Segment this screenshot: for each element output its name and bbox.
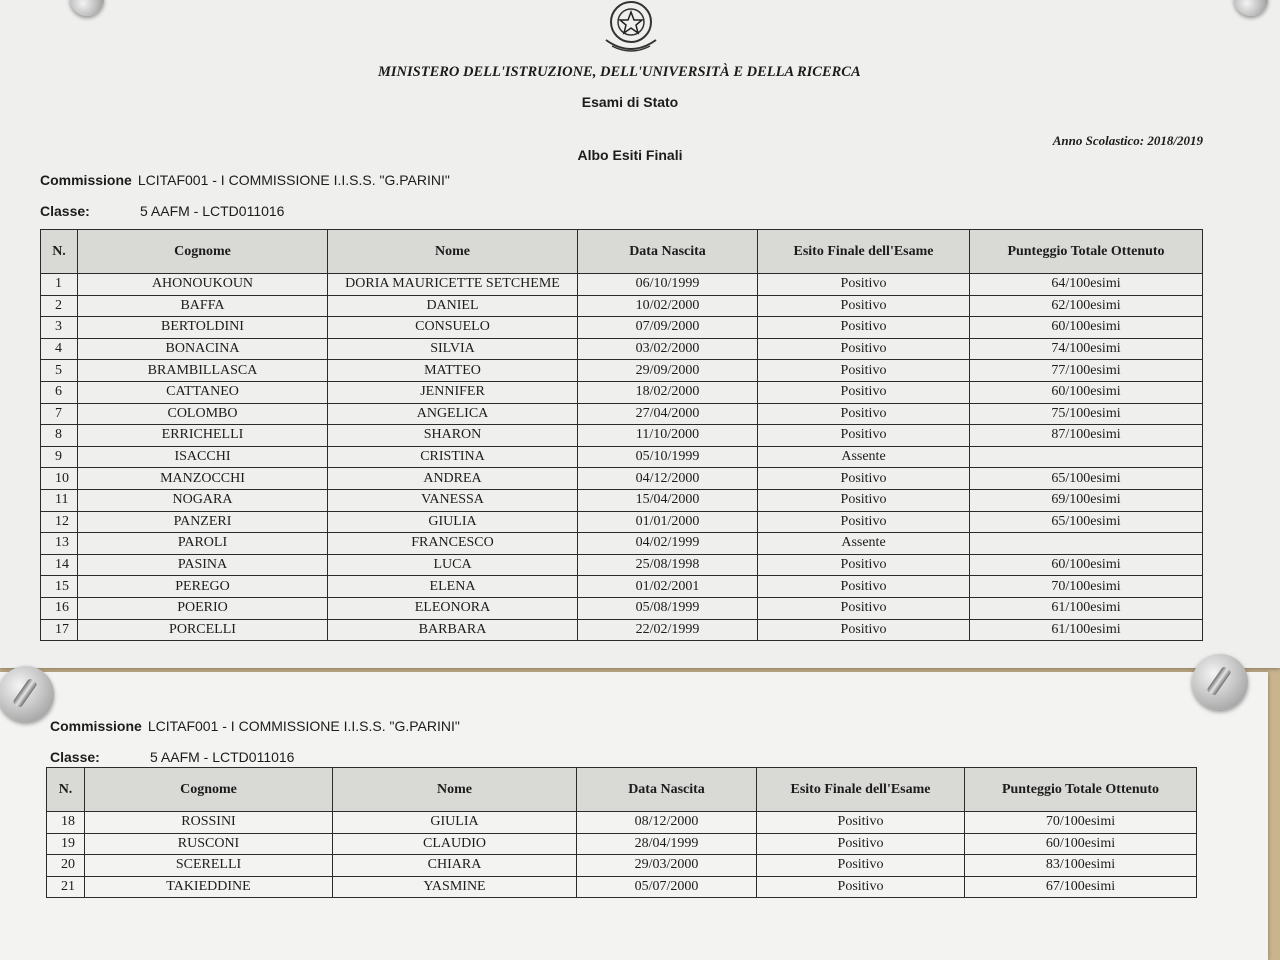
punteggio-cell — [970, 533, 1203, 555]
esito-cell: Positivo — [758, 360, 970, 382]
commissione-line — [40, 172, 450, 188]
nome-cell: BARBARA — [328, 619, 578, 641]
commissione-value: LCITAF001 - I COMMISSIONE I.I.S.S. "G.PARINI" — [137, 172, 450, 188]
pushpin-icon — [0, 666, 54, 722]
cognome-cell: NOGARA — [78, 489, 328, 511]
esito-cell: Positivo — [757, 876, 965, 898]
row-number: 20 — [47, 855, 85, 877]
nome-cell: SILVIA — [328, 338, 578, 360]
table-row — [41, 619, 1203, 641]
data-nascita-cell: 22/02/1999 — [578, 619, 758, 641]
punteggio-cell: 75/100esimi — [970, 403, 1203, 425]
table-header-row — [41, 230, 1203, 274]
data-nascita-cell: 28/04/1999 — [577, 833, 757, 855]
results-table — [46, 767, 1197, 898]
esito-cell: Positivo — [758, 338, 970, 360]
nome-cell: MATTEO — [328, 360, 578, 382]
punteggio-cell: 69/100esimi — [970, 489, 1203, 511]
cognome-cell: ISACCHI — [78, 446, 328, 468]
cognome-cell: BAFFA — [78, 295, 328, 317]
cognome-cell: TAKIEDDINE — [85, 876, 333, 898]
table-row — [47, 876, 1197, 898]
table-header-row — [47, 768, 1197, 812]
punteggio-cell: 67/100esimi — [965, 876, 1197, 898]
row-number: 3 — [41, 317, 78, 339]
document-sheet-bottom — [0, 672, 1268, 960]
data-nascita-cell: 03/02/2000 — [578, 338, 758, 360]
classe-label: Classe: — [40, 203, 90, 219]
row-number: 2 — [41, 295, 78, 317]
table-row — [41, 274, 1203, 296]
esito-cell: Assente — [758, 533, 970, 555]
cognome-cell: ERRICHELLI — [78, 425, 328, 447]
pushpin-icon — [1234, 0, 1268, 16]
ministry-title: MINISTERO DELL'ISTRUZIONE, DELL'UNIVERSITÀ E DELLA RICERCA — [378, 64, 861, 80]
classe-line — [40, 203, 284, 219]
row-number: 13 — [41, 533, 78, 555]
column-header: Data Nascita — [578, 230, 758, 274]
nome-cell: VANESSA — [328, 489, 578, 511]
nome-cell: CHIARA — [333, 855, 577, 877]
classe-value: 5 AAFM - LCTD011016 — [150, 749, 295, 765]
esito-cell: Positivo — [758, 576, 970, 598]
albo-title: Albo Esiti Finali — [577, 147, 683, 163]
esito-cell: Positivo — [757, 855, 965, 877]
row-number: 21 — [47, 876, 85, 898]
data-nascita-cell: 10/02/2000 — [578, 295, 758, 317]
row-number: 19 — [47, 833, 85, 855]
data-nascita-cell: 01/01/2000 — [578, 511, 758, 533]
nome-cell: YASMINE — [333, 876, 577, 898]
cognome-cell: COLOMBO — [78, 403, 328, 425]
data-nascita-cell: 25/08/1998 — [578, 554, 758, 576]
data-nascita-cell: 05/10/1999 — [578, 446, 758, 468]
cognome-cell: AHONOUKOUN — [78, 274, 328, 296]
data-nascita-cell: 07/09/2000 — [578, 317, 758, 339]
esito-cell: Positivo — [758, 511, 970, 533]
table-row — [41, 554, 1203, 576]
table-row — [41, 360, 1203, 382]
column-header: Punteggio Totale Ottenuto — [970, 230, 1203, 274]
table-row — [41, 468, 1203, 490]
punteggio-cell: 60/100esimi — [965, 833, 1197, 855]
cognome-cell: BONACINA — [78, 338, 328, 360]
row-number: 7 — [41, 403, 78, 425]
table-row — [41, 338, 1203, 360]
cognome-cell: MANZOCCHI — [78, 468, 328, 490]
commissione-label: Commissione — [40, 172, 132, 188]
cognome-cell: POERIO — [78, 597, 328, 619]
punteggio-cell: 83/100esimi — [965, 855, 1197, 877]
esito-cell: Positivo — [758, 425, 970, 447]
cognome-cell: PEREGO — [78, 576, 328, 598]
punteggio-cell: 87/100esimi — [970, 425, 1203, 447]
commissione-value: LCITAF001 - I COMMISSIONE I.I.S.S. "G.PARINI" — [147, 718, 460, 734]
row-number: 10 — [41, 468, 78, 490]
column-header: Cognome — [85, 768, 333, 812]
classe-value: 5 AAFM - LCTD011016 — [140, 203, 285, 219]
data-nascita-cell: 05/07/2000 — [577, 876, 757, 898]
punteggio-cell: 77/100esimi — [970, 360, 1203, 382]
esito-cell: Positivo — [758, 295, 970, 317]
nome-cell: FRANCESCO — [328, 533, 578, 555]
table-row — [41, 446, 1203, 468]
column-header: N. — [47, 768, 85, 812]
data-nascita-cell: 18/02/2000 — [578, 381, 758, 403]
cognome-cell: PORCELLI — [78, 619, 328, 641]
school-year: Anno Scolastico: 2018/2019 — [1052, 133, 1203, 148]
cognome-cell: PANZERI — [78, 511, 328, 533]
esito-cell: Positivo — [758, 554, 970, 576]
italian-republic-emblem-icon — [598, 0, 664, 58]
esito-cell: Positivo — [758, 317, 970, 339]
esito-cell: Assente — [758, 446, 970, 468]
cognome-cell: CATTANEO — [78, 381, 328, 403]
data-nascita-cell: 27/04/2000 — [578, 403, 758, 425]
nome-cell: ANDREA — [328, 468, 578, 490]
cognome-cell: SCERELLI — [85, 855, 333, 877]
pushpin-icon — [70, 0, 104, 16]
nome-cell: CONSUELO — [328, 317, 578, 339]
row-number: 17 — [41, 619, 78, 641]
table-row — [41, 425, 1203, 447]
nome-cell: CLAUDIO — [333, 833, 577, 855]
punteggio-cell: 64/100esimi — [970, 274, 1203, 296]
punteggio-cell: 70/100esimi — [970, 576, 1203, 598]
esito-cell: Positivo — [757, 812, 965, 834]
cognome-cell: BERTOLDINI — [78, 317, 328, 339]
column-header: Cognome — [78, 230, 328, 274]
nome-cell: DORIA MAURICETTE SETCHEME — [328, 274, 578, 296]
row-number: 6 — [41, 381, 78, 403]
cognome-cell: ROSSINI — [85, 812, 333, 834]
column-header: Esito Finale dell'Esame — [757, 768, 965, 812]
column-header: Nome — [333, 768, 577, 812]
column-header: Punteggio Totale Ottenuto — [965, 768, 1197, 812]
row-number: 11 — [41, 489, 78, 511]
punteggio-cell: 70/100esimi — [965, 812, 1197, 834]
esito-cell: Positivo — [758, 468, 970, 490]
table-row — [41, 533, 1203, 555]
classe-label: Classe: — [50, 749, 100, 765]
punteggio-cell: 61/100esimi — [970, 597, 1203, 619]
table-row — [41, 511, 1203, 533]
row-number: 5 — [41, 360, 78, 382]
nome-cell: ANGELICA — [328, 403, 578, 425]
nome-cell: ELEONORA — [328, 597, 578, 619]
esito-cell: Positivo — [758, 489, 970, 511]
row-number: 1 — [41, 274, 78, 296]
data-nascita-cell: 01/02/2001 — [578, 576, 758, 598]
row-number: 18 — [47, 812, 85, 834]
table-row — [41, 576, 1203, 598]
nome-cell: CRISTINA — [328, 446, 578, 468]
data-nascita-cell: 04/12/2000 — [578, 468, 758, 490]
esito-cell: Positivo — [758, 381, 970, 403]
cognome-cell: RUSCONI — [85, 833, 333, 855]
results-table — [40, 229, 1203, 641]
data-nascita-cell: 11/10/2000 — [578, 425, 758, 447]
data-nascita-cell: 04/02/1999 — [578, 533, 758, 555]
punteggio-cell: 60/100esimi — [970, 381, 1203, 403]
nome-cell: SHARON — [328, 425, 578, 447]
column-header: Data Nascita — [577, 768, 757, 812]
nome-cell: LUCA — [328, 554, 578, 576]
esito-cell: Positivo — [758, 274, 970, 296]
data-nascita-cell: 06/10/1999 — [578, 274, 758, 296]
table-row — [47, 855, 1197, 877]
punteggio-cell: 61/100esimi — [970, 619, 1203, 641]
data-nascita-cell: 29/03/2000 — [577, 855, 757, 877]
data-nascita-cell: 15/04/2000 — [578, 489, 758, 511]
esito-cell: Positivo — [758, 403, 970, 425]
commissione-label: Commissione — [50, 718, 142, 734]
table-row — [47, 833, 1197, 855]
cognome-cell: PASINA — [78, 554, 328, 576]
table-row — [41, 489, 1203, 511]
punteggio-cell: 65/100esimi — [970, 511, 1203, 533]
punteggio-cell: 74/100esimi — [970, 338, 1203, 360]
nome-cell: GIULIA — [328, 511, 578, 533]
data-nascita-cell: 08/12/2000 — [577, 812, 757, 834]
row-number: 8 — [41, 425, 78, 447]
table-row — [41, 403, 1203, 425]
esito-cell: Positivo — [757, 833, 965, 855]
column-header: Esito Finale dell'Esame — [758, 230, 970, 274]
cognome-cell: PAROLI — [78, 533, 328, 555]
row-number: 4 — [41, 338, 78, 360]
classe-line — [50, 749, 294, 765]
data-nascita-cell: 29/09/2000 — [578, 360, 758, 382]
table-row — [41, 317, 1203, 339]
punteggio-cell: 60/100esimi — [970, 317, 1203, 339]
punteggio-cell: 65/100esimi — [970, 468, 1203, 490]
table-row — [41, 597, 1203, 619]
nome-cell: JENNIFER — [328, 381, 578, 403]
punteggio-cell — [970, 446, 1203, 468]
esito-cell: Positivo — [758, 619, 970, 641]
row-number: 9 — [41, 446, 78, 468]
table-row — [47, 812, 1197, 834]
row-number: 14 — [41, 554, 78, 576]
pushpin-icon — [1192, 654, 1248, 710]
data-nascita-cell: 05/08/1999 — [578, 597, 758, 619]
column-header: N. — [41, 230, 78, 274]
punteggio-cell: 60/100esimi — [970, 554, 1203, 576]
nome-cell: DANIEL — [328, 295, 578, 317]
column-header: Nome — [328, 230, 578, 274]
commissione-line — [50, 718, 460, 734]
cognome-cell: BRAMBILLASCA — [78, 360, 328, 382]
nome-cell: ELENA — [328, 576, 578, 598]
nome-cell: GIULIA — [333, 812, 577, 834]
table-row — [41, 381, 1203, 403]
row-number: 15 — [41, 576, 78, 598]
exam-subtitle: Esami di Stato — [581, 94, 679, 110]
row-number: 16 — [41, 597, 78, 619]
esito-cell: Positivo — [758, 597, 970, 619]
table-row — [41, 295, 1203, 317]
row-number: 12 — [41, 511, 78, 533]
punteggio-cell: 62/100esimi — [970, 295, 1203, 317]
